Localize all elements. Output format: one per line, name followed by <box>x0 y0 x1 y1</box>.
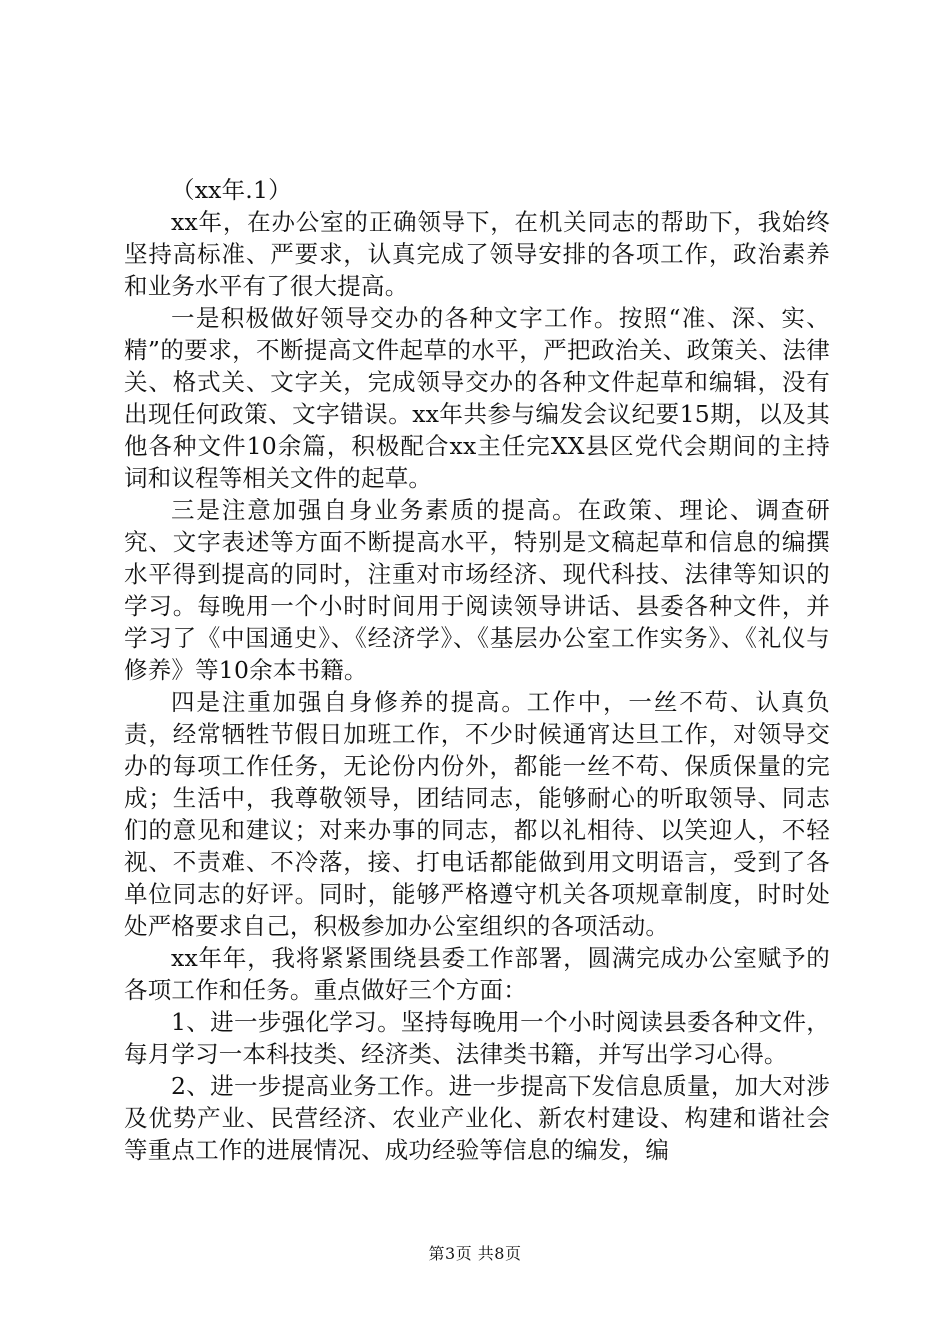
paragraph-next-year: xx年年，我将紧紧围绕县委工作部署，圆满完成办公室赋予的各项工作和任务。重点做好三个方面： <box>124 944 830 1004</box>
paragraph-point-one: 一是积极做好领导交办的各种文字工作。按照“准、深、实、精”的要求，不断提高文件起草的水平，严把政治关、政策关、法律关、格式关、文字关，完成领导交办的各种文件起草和编辑，没有出现任何政策、文字错误。xx年共参与编发会议纪要15期，以及其他各种文件10余篇，积极配合xx主任完XX县区党代会期间的主持词和议程等相关文件的起草。 <box>124 304 830 492</box>
document-body <box>124 174 830 1166</box>
paragraph-date: （xx年.1） <box>171 176 292 204</box>
paragraph-point-four: 四是注重加强自身修养的提高。工作中，一丝不苟、认真负责，经常牺牲节假日加班工作，不少时候通宵达旦工作，对领导交办的每项工作任务，无论份内份外，都能一丝不苟、保质保量的完成；生活中，我尊敬领导，团结同志，能够耐心的听取领导、同志们的意见和建议；对来办事的同志，都以礼相待、以笑迎人，不轻视、不责难、不冷落，接、打电话都能做到用文明语言，受到了各单位同志的好评。同时，能够严格遵守机关各项规章制度，时时处处严格要求自己，积极参加办公室组织的各项活动。 <box>124 688 830 940</box>
paragraph-plan-one: 1、进一步强化学习。坚持每晚用一个小时阅读县委各种文件，每月学习一本科技类、经济类、法律类书籍，并写出学习心得。 <box>124 1008 830 1068</box>
paragraph-plan-two: 2、进一步提高业务工作。进一步提高下发信息质量，加大对涉及优势产业、民营经济、农业产业化、新农村建设、构建和谐社会等重点工作的进展情况、成功经验等信息的编发，编 <box>124 1072 830 1164</box>
page-footer: 第3页 共8页 <box>428 1244 522 1263</box>
paragraph-intro: xx年，在办公室的正确领导下，在机关同志的帮助下，我始终坚持高标准、严要求，认真完成了领导安排的各项工作，政治素养和业务水平有了很大提高。 <box>124 208 830 300</box>
paragraph-point-three: 三是注意加强自身业务素质的提高。在政策、理论、调查研究、文字表述等方面不断提高水平，特别是文稿起草和信息的编撰水平得到提高的同时，注重对市场经济、现代科技、法律等知识的学习。每晚用一个小时时间用于阅读领导讲话、县委各种文件，并学习了《中国通史》、《经济学》、《基层办公室工作实务》、《礼仪与修养》等10余本书籍。 <box>124 496 830 684</box>
